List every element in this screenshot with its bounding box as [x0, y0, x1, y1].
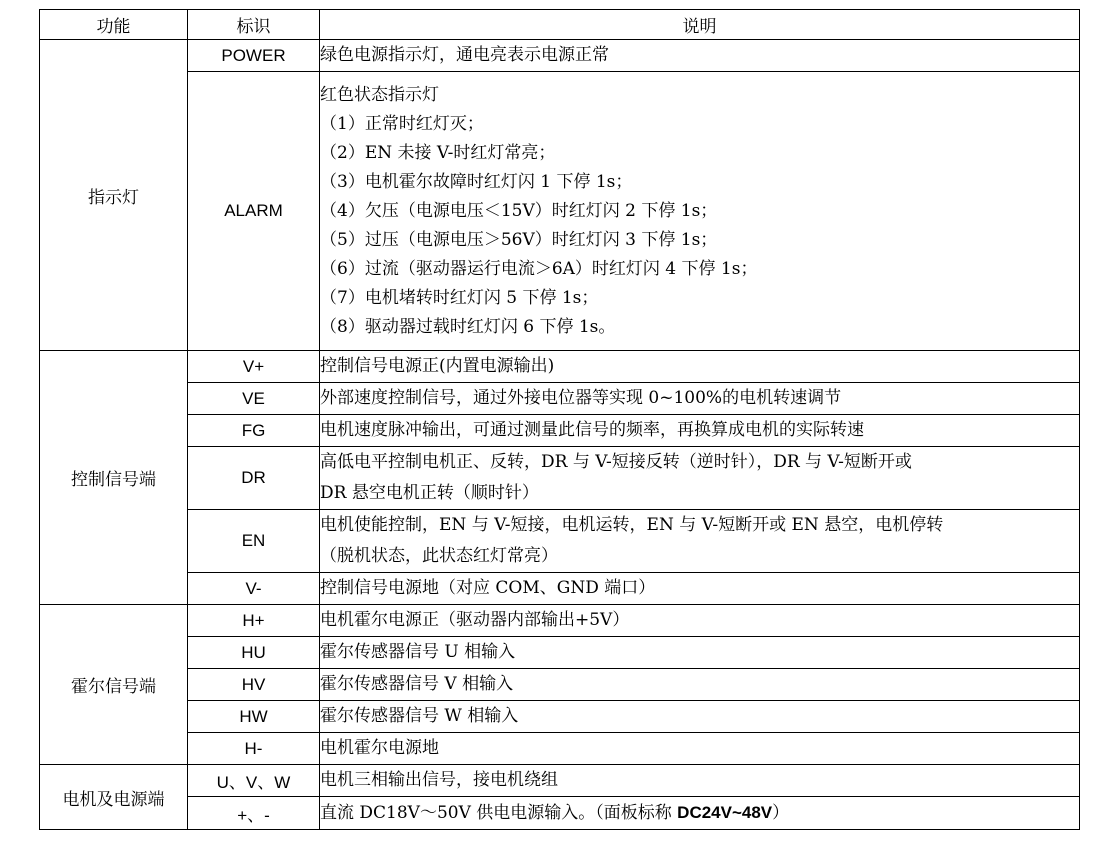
desc-h-plus: 电机霍尔电源正（驱动器内部输出+5V） [320, 605, 1080, 637]
desc-en [320, 510, 1080, 573]
desc-v-plus: 控制信号电源正(内置电源输出) [320, 351, 1080, 383]
table-row [40, 351, 1080, 383]
group-motor-power: 电机及电源端 [40, 765, 188, 830]
desc-alarm [320, 72, 1080, 351]
alarm-line: （1）正常时红灯灭； [320, 113, 484, 134]
mark-v-minus: V- [188, 573, 320, 605]
spec-table [39, 9, 1080, 830]
table-row [40, 669, 1080, 701]
panel-rating: DC24V~48V [677, 803, 773, 822]
table-row [40, 765, 1080, 797]
desc-h-minus: 电机霍尔电源地 [320, 733, 1080, 765]
alarm-line: 红色状态指示灯 [320, 84, 439, 105]
desc-uvw: 电机三相输出信号，接电机绕组 [320, 765, 1080, 797]
table-row [40, 510, 1080, 573]
mark-uvw: U、V、W [188, 765, 320, 797]
table-row [40, 733, 1080, 765]
table-row [40, 447, 1080, 510]
desc-power: 绿色电源指示灯，通电亮表示电源正常 [320, 40, 1080, 72]
header-row [40, 10, 1080, 40]
table-row [40, 797, 1080, 830]
table-row [40, 701, 1080, 733]
alarm-line: （3）电机霍尔故障时红灯闪 1 下停 1s； [320, 171, 633, 192]
table-row [40, 415, 1080, 447]
desc-power-input [320, 797, 1080, 830]
mark-h-plus: H+ [188, 605, 320, 637]
desc-hw: 霍尔传感器信号 W 相输入 [320, 701, 1080, 733]
mark-fg: FG [188, 415, 320, 447]
mark-hu: HU [188, 637, 320, 669]
mark-hw: HW [188, 701, 320, 733]
desc-hv: 霍尔传感器信号 V 相输入 [320, 669, 1080, 701]
mark-alarm: ALARM [188, 72, 320, 351]
mark-h-minus: H- [188, 733, 320, 765]
desc-line: DR 悬空电机正转（顺时针） [320, 483, 539, 503]
group-control: 控制信号端 [40, 351, 188, 605]
desc-power-input-text: 直流 DC18V～50V 供电电源输入。（面板标称 [320, 803, 678, 823]
table-row [40, 383, 1080, 415]
mark-ve: VE [188, 383, 320, 415]
mark-v-plus: V+ [188, 351, 320, 383]
mark-en: EN [188, 510, 320, 573]
desc-fg: 电机速度脉冲输出，可通过测量此信号的频率，再换算成电机的实际转速 [320, 415, 1080, 447]
desc-line: 高低电平控制电机正、反转，DR 与 V-短接反转（逆时针），DR 与 V-短断开或 [320, 452, 912, 472]
mark-dr: DR [188, 447, 320, 510]
alarm-line: （5）过压（电源电压＞56V）时红灯闪 3 下停 1s； [320, 229, 718, 250]
alarm-line: （7）电机堵转时红灯闪 5 下停 1s； [320, 287, 599, 308]
desc-dr [320, 447, 1080, 510]
table-row [40, 573, 1080, 605]
mark-plus-minus: +、- [188, 797, 320, 830]
table-row [40, 637, 1080, 669]
group-indicator: 指示灯 [40, 40, 188, 351]
desc-v-minus: 控制信号电源地（对应 COM、GND 端口） [320, 573, 1080, 605]
mark-power: POWER [188, 40, 320, 72]
group-hall: 霍尔信号端 [40, 605, 188, 765]
desc-ve: 外部速度控制信号，通过外接电位器等实现 0~100%的电机转速调节 [320, 383, 1080, 415]
alarm-line: （4）欠压（电源电压＜15V）时红灯闪 2 下停 1s； [320, 200, 718, 221]
desc-line: 电机使能控制，EN 与 V-短接，电机运转，EN 与 V-短断开或 EN 悬空，电机停转 [320, 515, 944, 535]
desc-hu: 霍尔传感器信号 U 相输入 [320, 637, 1080, 669]
alarm-line: （8）驱动器过载时红灯闪 6 下停 1s。 [320, 316, 616, 337]
table-row [40, 605, 1080, 637]
mark-hv: HV [188, 669, 320, 701]
alarm-line: （6）过流（驱动器运行电流＞6A）时红灯闪 4 下停 1s； [320, 258, 758, 279]
table-row [40, 40, 1080, 72]
desc-line: （脱机状态，此状态红灯常亮） [320, 546, 558, 566]
table-row [40, 72, 1080, 351]
header-description: 说明 [320, 10, 1080, 40]
alarm-line: （2）EN 未接 V-时红灯常亮； [320, 142, 556, 163]
header-mark: 标识 [188, 10, 320, 40]
header-function: 功能 [40, 10, 188, 40]
desc-power-input-tail: ） [772, 803, 790, 823]
